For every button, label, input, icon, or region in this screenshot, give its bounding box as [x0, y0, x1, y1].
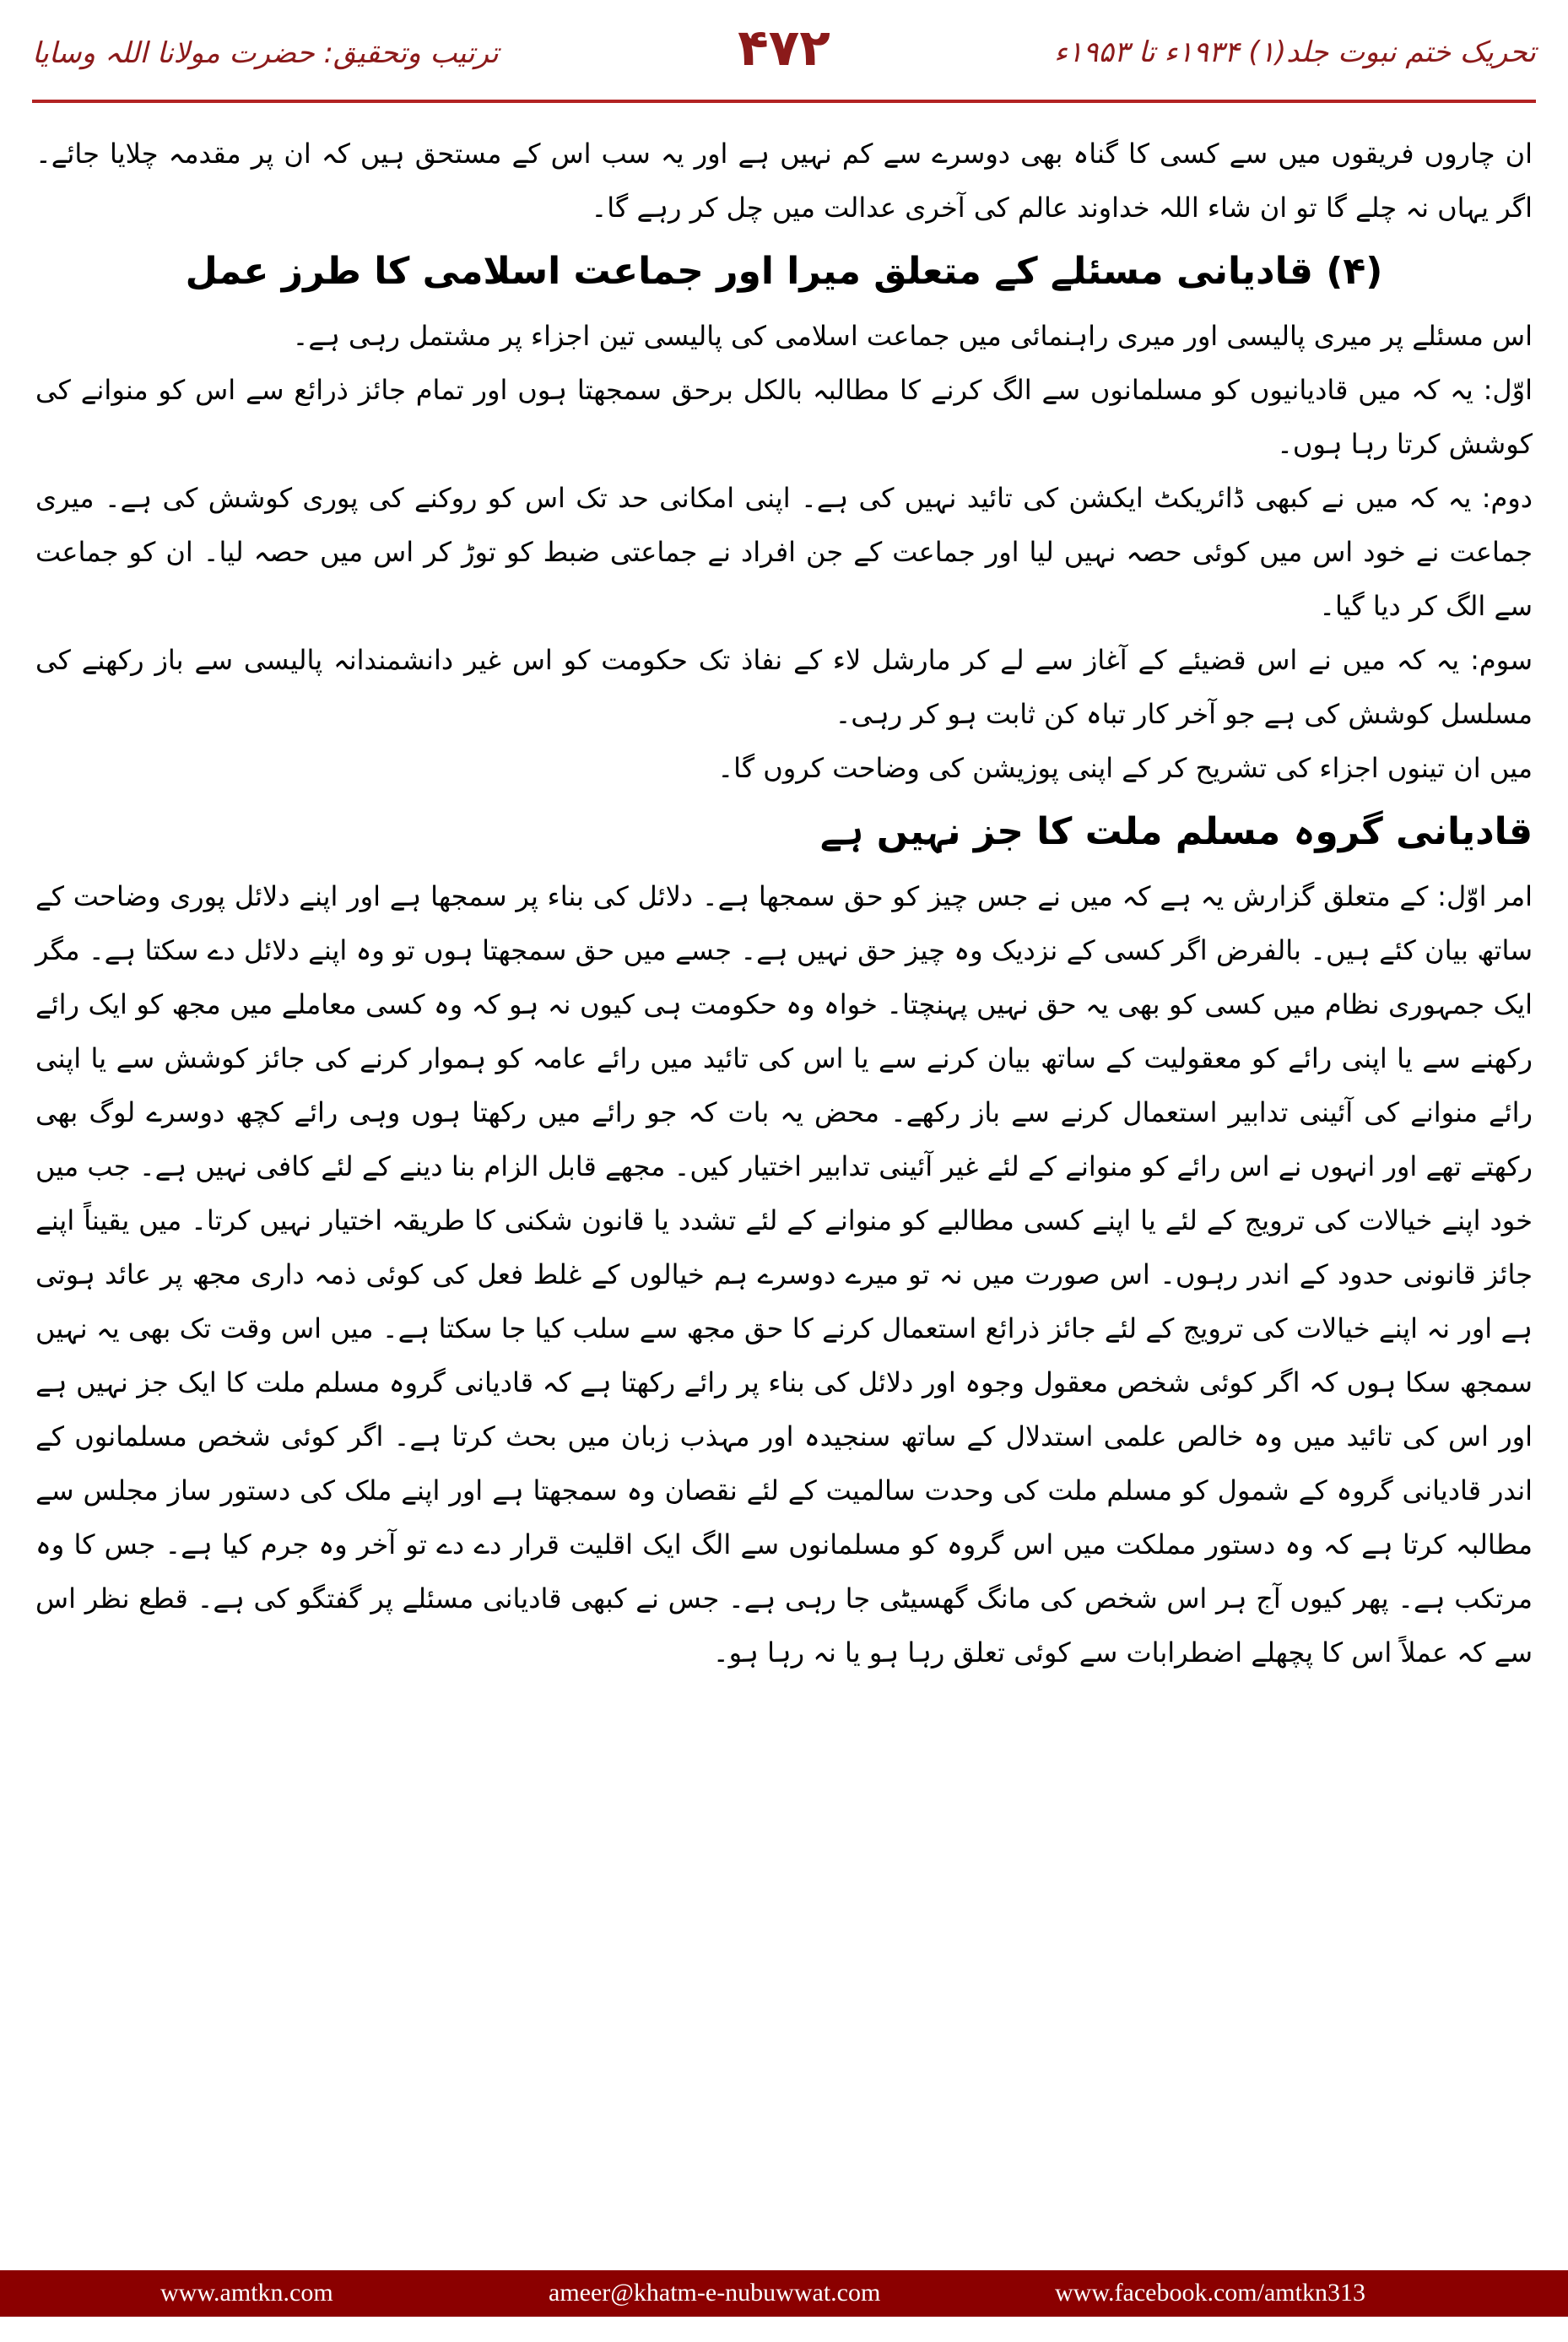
paragraph-main-argument: امر اوّل: کے متعلق گزارش یہ ہے کہ میں نے جس چیز کو حق سمجھا ہے۔ دلائل کی بناء پر سمجھا ہے اور اپنے دلائل پوری وضاحت کے ساتھ بیان کئے ہیں۔ بالفرض اگر کسی کے نزدیک وہ چیز حق نہیں ہے۔ جسے میں حق سمجھتا ہوں تو وہ اپنے دلائل دے سکتا ہے۔ مگر ایک جمہوری نظام میں کسی کو بھی یہ حق نہیں پہنچتا۔ خواہ وہ حکومت ہی کیوں نہ ہو کہ وہ کسی معاملے میں مجھ کو ایک رائے رکھنے سے یا اپنی رائے کو معقولیت کے ساتھ بیان کرنے سے یا اس کی تائید میں رائے عامہ کو ہموار کرنے کی جائز کوشش سے یا اپنی رائے منوانے کی آئینی تدابیر استعمال کرنے سے باز رکھے۔ محض یہ بات کہ جو رائے میں رکھتا ہوں وہی رائے کچھ دوسرے لوگ بھی رکھتے تھے اور انہوں نے اس رائے کو منوانے کے لئے غیر آئینی تدابیر اختیار کیں۔ مجھے قابل الزام بنا دینے کے لئے کافی نہیں ہے۔ جب میں خود اپنے خیالات کی ترویج کے لئے یا اپنے کسی مطالبے کو منوانے کے لئے تشدد یا قانون شکنی کا طریقہ اختیار نہیں کرتا۔ میں یقیناً اپنے جائز قانونی حدود کے اندر رہوں۔ اس صورت میں نہ تو میرے دوسرے ہم خیالوں کے غلط فعل کی کوئی ذمہ داری مجھ پر عائد ہوتی ہے اور نہ اپنے خیالات کی ترویج کے لئے جائز ذرائع استعمال کرنے کا حق مجھ سے سلب کیا جا سکتا ہے۔ میں اس وقت تک بھی یہ نہیں سمجھ سکا ہوں کہ اگر کوئی شخص معقول وجوہ اور دلائل کی بناء پر رائے رکھتا ہے کہ قادیانی گروہ مسلم ملت کا ایک جز نہیں ہے اور اس کی تائید میں وہ خالص علمی استدلال کے ساتھ سنجیدہ اور مہذب زبان میں بحث کرتا ہے۔ اگر کوئی شخص مسلمانوں کے اندر قادیانی گروہ کے شمول کو مسلم ملت کی وحدت سالمیت کے لئے نقصان وہ سمجھتا ہے اور اپنے ملک کی دستور ساز مجلس سے مطالبہ کرتا ہے کہ وہ دستور مملکت میں اس گروہ کو مسلمانوں سے الگ ایک اقلیت قرار دے دے تو آخر وہ جرم کیا ہے۔ جس کا وہ مرتکب ہے۔ پھر کیوں آج ہر اس شخص کی مانگ گھسیٹی جا رہی ہے۔ جس نے کبھی قادیانی مسئلے پر گفتگو کی ہے۔ قطع نظر اس سے کہ عملاً اس کا پچھلے اضطرابات سے کوئی تعلق رہا ہو یا نہ رہا ہو۔ — [35, 880, 1533, 1669]
header-divider — [32, 100, 1536, 103]
paragraph-intro: ان چاروں فریقوں میں سے کسی کا گناہ بھی دوسرے سے کم نہیں ہے اور یہ سب اس کے مستحق ہیں کہ ان پر مقدمہ چلایا جائے۔ اگر یہاں نہ چلے گا تو ان شاء اللہ خداوند عالم کی آخری عدالت میں چل کر رہے گا۔ — [35, 138, 1533, 224]
page-footer — [0, 2270, 1568, 2317]
paragraph-explanation: میں ان تینوں اجزاء کی تشریح کر کے اپنی پوزیشن کی وضاحت کروں گا۔ — [717, 752, 1533, 784]
paragraph-first-point: اوّل: یہ کہ میں قادیانیوں کو مسلمانوں سے الگ کرنے کا مطالبہ بالکل برحق سمجھتا ہوں اور تمام جائز ذرائع سے اس کو منوانے کی کوشش کرتا رہا ہوں۔ — [35, 374, 1533, 460]
book-title: تحریک ختم نبوت جلد(۱) ۱۹۳۴ء تا ۱۹۵۳ء — [1054, 35, 1536, 69]
paragraph-third-point: سوم: یہ کہ میں نے اس قضیئے کے آغاز سے لے کر مارشل لاء کے نفاذ تک حکومت کو اس غیر دانشمندانہ پالیسی سے باز رکھنے کی مسلسل کوشش کی ہے جو آخر کار تباہ کن ثابت ہو کر رہی۔ — [35, 644, 1533, 730]
page-header — [0, 0, 1568, 127]
page-body — [35, 127, 1533, 1679]
website-link[interactable]: www.amtkn.com — [160, 2279, 333, 2307]
email-link[interactable]: ameer@khatm-e-nubuwwat.com — [549, 2279, 881, 2307]
section-heading-4: (۴) قادیانی مسئلے کے متعلق میرا اور جماعت اسلامی کا طرز عمل — [185, 250, 1383, 293]
paragraph-second-point: دوم: یہ کہ میں نے کبھی ڈائریکٹ ایکشن کی تائید نہیں کی ہے۔ اپنی امکانی حد تک اس کو روکنے کی پوری کوشش کی ہے۔ میری جماعت نے خود اس میں کوئی حصہ نہیں لیا اور جماعت کے جن افراد نے جماعتی ضبط کو توڑ کر اس میں حصہ لیا۔ ان کو جماعت سے الگ کر دیا گیا۔ — [35, 482, 1533, 622]
paragraph-policy: اس مسئلے پر میری پالیسی اور میری راہنمائی میں جماعت اسلامی کی پالیسی تین اجزاء پر مشتمل رہی ہے۔ — [292, 320, 1533, 352]
subsection-heading: قادیانی گروہ مسلم ملت کا جز نہیں ہے — [819, 810, 1533, 853]
page-number: ۴۷۲ — [738, 19, 830, 78]
compiler-credit: ترتیب وتحقیق: حضرت مولانا اللہ وسایا — [32, 36, 499, 70]
facebook-link[interactable]: www.facebook.com/amtkn313 — [1055, 2279, 1365, 2307]
